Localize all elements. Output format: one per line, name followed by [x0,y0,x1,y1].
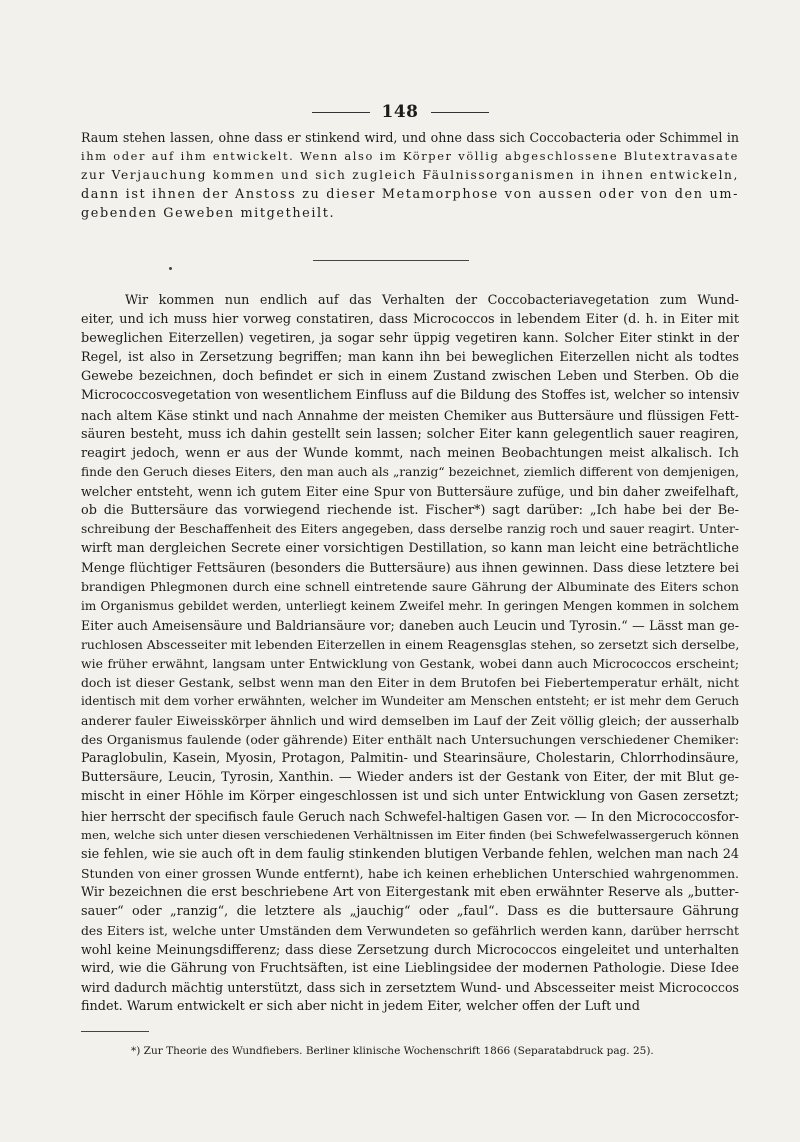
text-line: sauer“ oder „ranzig“, die letztere als „jauchig“ oder „faul“. Dass es die buttersaure Gährung [81,904,739,919]
text-line: eiter, und ich muss hier vorweg constatiren, dass Micrococcos in lebendem Eiter (d. h. in Eiter mit [81,312,739,328]
text-line: säuren besteht, muss ich dahin gestellt sein lassen; solcher Eiter kann gelegentlich sauer reagiren, [81,426,739,442]
header-rule-left [312,112,370,113]
text-line: Gewebe bezeichnen, doch befindet er sich in einem Zustand zwischen Leben und Sterben. Ob die [81,369,739,385]
text-line: reagirt jedoch, wenn er aus der Wunde kommt, nach meinen Beobachtungen meist alkalisch. Ich [81,445,739,461]
text-line: sie fehlen, wie sie auch oft in dem faulig stinkenden blutigen Verbande fehlen, welchen man nach 24 [81,846,739,862]
text-line: nach altem Käse stinkt und nach Annahme der meisten Chemiker aus Buttersäure und flüssigen Fett- [81,407,739,423]
paragraph-2 [81,291,739,1017]
print-dot [169,267,172,270]
text-line: schreibung der Beschaffenheit des Eiters angegeben, dass derselbe ranzig roch und sauer reagirt. Unter- [81,522,739,537]
text-line: Stunden von einer grossen Wunde entfernt), habe ich keinen erheblichen Unterschied wahrgenommen. [81,865,739,881]
text-line: Raum stehen lassen, ohne dass er stinkend wird, und ohne dass sich Coccobacteria oder Schimmel in [81,130,739,145]
text-line: Regel, ist also in Zersetzung begriffen; man kann ihn bei beweglichen Eiterzellen nicht als todtes [81,350,739,366]
text-line: hier herrscht der specifisch faule Geruch nach Schwefel-haltigen Gasen vor. — In den Micrococcosfor- [81,808,739,824]
text-line: doch ist dieser Gestank, selbst wenn man den Eiter in dem Brutofen bei Fiebertemperatur erhält, nicht [81,674,739,690]
text-line: ruchlosen Abscesseiter mit lebenden Eiterzellen in einem Reagensglas stehen, so zersetzt sich derselbe, [81,636,740,652]
footnote: *) Zur Theorie des Wundfiebers. Berliner klinische Wochenschrift 1866 (Separatabdruck pag. 25). [131,1045,654,1057]
text-line: ihm oder auf ihm entwickelt. Wenn also im Körper völlig abgeschlossene Blutextravasate [81,149,739,164]
text-line: mischt in einer Höhle im Körper eingeschlossen ist und sich unter Entwicklung von Gasen zersetzt; [81,789,739,805]
text-line: wirft man dergleichen Secrete einer vorsichtigen Destillation, so kann man leicht eine beträchtliche [81,541,739,557]
text-line: im Organismus gebildet werden, unterliegt keinem Zweifel mehr. In geringen Mengen kommen in solchem [81,598,739,613]
text-line: anderer fauler Eiweisskörper ähnlich und wird demselben im Lauf der Zeit völlig gleich; der ausserhalb [81,713,739,729]
text-line: ob die Buttersäure das vorwiegend riechende ist. Fischer*) sagt darüber: „Ich habe bei der Be- [81,503,739,519]
paragraph-1 [81,128,739,223]
section-divider [313,260,469,261]
text-line: wird dadurch mächtig unterstützt, dass sich in zersetztem Wund- und Abscesseiter meist Micrococcos [81,980,739,996]
text-line: wie früher erwähnt, langsam unter Entwicklung von Gestank, wobei dann auch Micrococcos erscheint; [81,655,739,671]
text-line: Paraglobulin, Kasein, Myosin, Protagon, Palmitin- und Stearinsäure, Cholestarin, Chlorrhodinsäure, [81,751,739,767]
text-line: finde den Geruch dieses Eiters, den man auch als „ranzig“ bezeichnet, ziemlich different von demjenigen, [81,464,739,479]
text-line: gebenden Geweben mitgetheilt. [81,206,336,222]
page-header [0,102,800,122]
text-line: dann ist ihnen der Anstoss zu dieser Metamorphose von aussen oder von den um- [81,187,739,203]
text-line: Micrococcosvegetation von wesentlichem Einfluss auf die Bildung des Stoffes ist, welcher so intensiv [81,388,740,404]
text-line: Wir kommen nun endlich auf das Verhalten der Coccobacteriavegetation zum Wund- [125,293,739,308]
text-line: Wir bezeichnen die erst beschriebene Art von Eitergestank mit eben erwähnter Reserve als „butter- [81,884,739,900]
text-line: wohl keine Meinungsdifferenz; dass diese Zersetzung durch Micrococcos eingeleitet und unterhalten [81,942,739,958]
text-line: findet. Warum entwickelt er sich aber nicht in jedem Eiter, welcher offen der Luft und [81,999,640,1015]
text-line: zur Verjauchung kommen und sich zugleich Fäulnissorganismen in ihnen entwickeln, [81,168,739,183]
text-line: men, welche sich unter diesen verschiedenen Verhältnissen im Eiter finden (bei Schwefelwassergeruch können [81,827,739,842]
text-line: identisch mit dem vorher erwähnten, welcher im Wundeiter am Menschen entsteht; er ist mehr dem Geruch [81,693,739,708]
text-line: des Organismus faulende (oder gährende) Eiter enthält nach Untersuchungen verschiedener Chemiker: [81,732,739,748]
page-number: 148 [381,102,419,122]
text-line: Eiter auch Ameisensäure und Baldriansäure vor; daneben auch Leucin und Tyrosin.“ — Lässt man ge- [81,617,739,633]
text-line: Menge flüchtiger Fettsäuren (besonders die Buttersäure) aus ihnen gewinnen. Dass diese letztere bei [81,560,739,576]
text-line: des Eiters ist, welche unter Umständen dem Verwundeten so gefährlich werden kann, darüber herrscht [81,923,739,939]
text-line: Buttersäure, Leucin, Tyrosin, Xanthin. — Wieder anders ist der Gestank von Eiter, der mit Blut ge- [81,770,739,786]
text-line: brandigen Phlegmonen durch eine schnell eintretende saure Gährung der Albuminate des Eiters schon [81,579,739,595]
text-line: wird, wie die Gährung von Fruchtsäften, ist eine Lieblingsidee der modernen Pathologie. Diese Idee [81,961,739,977]
footnote-rule [81,1031,149,1032]
header-rule-right [431,112,489,113]
text-line: welcher entsteht, wenn ich gutem Eiter eine Spur von Buttersäure zufüge, und bin daher zweifelhaft, [81,483,739,499]
text-line: beweglichen Eiterzellen) vegetiren, ja sogar sehr üppig vegetiren kann. Solcher Eiter stinkt in der [81,331,739,347]
